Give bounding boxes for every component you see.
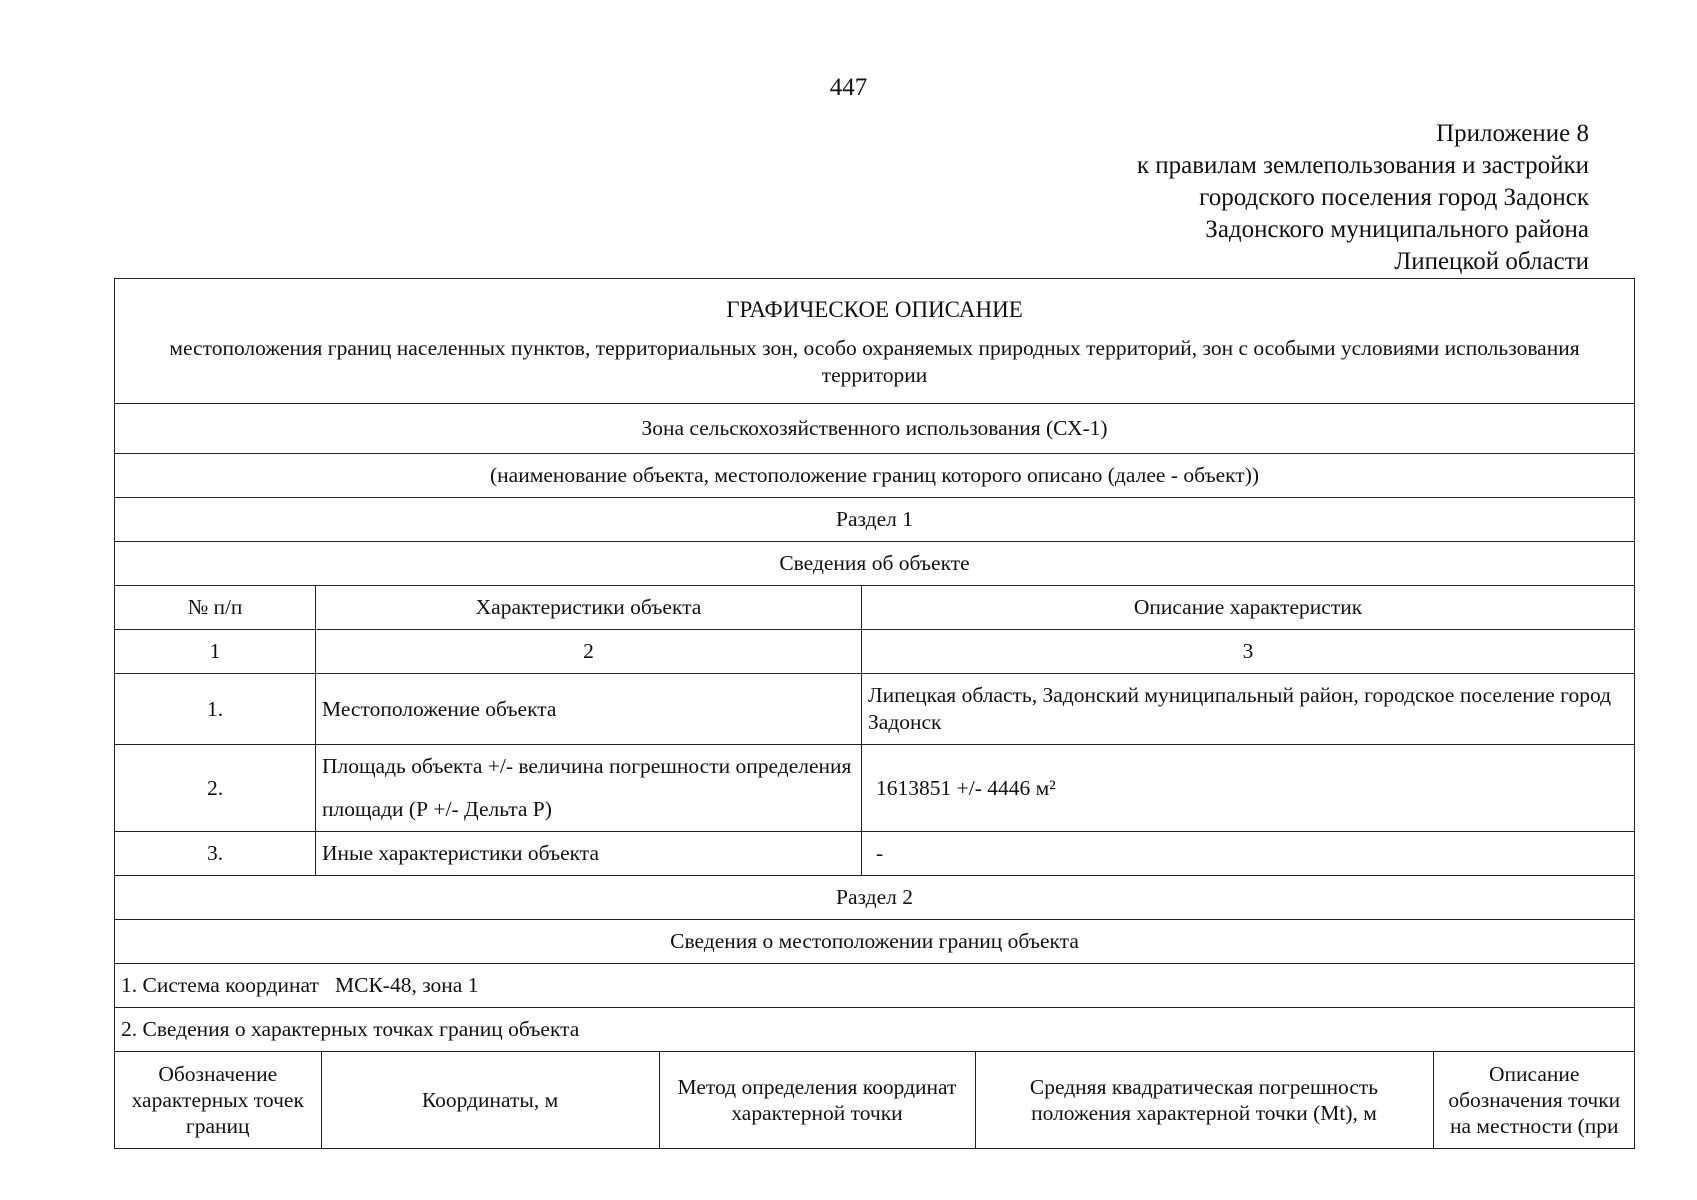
- section1-title: Раздел 1: [115, 498, 1635, 542]
- table-row: [115, 832, 1635, 876]
- appendix-line: Приложение 8: [1436, 120, 1589, 147]
- appendix-line: Липецкой области: [1394, 248, 1589, 275]
- points-header-table: [115, 1052, 1635, 1148]
- row-number: 3.: [115, 832, 316, 876]
- points-heading: 2. Сведения о характерных точках границ объекта: [115, 1008, 1635, 1052]
- column-header: Средняя квадратическая погрешность положения характерной точки (Mt), м: [975, 1052, 1433, 1148]
- row-description: Липецкая область, Задонский муниципальный район, городское поселение город Задонск: [862, 674, 1635, 745]
- row-characteristic: Иные характеристики объекта: [316, 832, 862, 876]
- appendix-line: городского поселения город Задонск: [1199, 184, 1589, 211]
- row-characteristic: Площадь объекта +/- величина погрешности определения площади (Р +/- Дельта Р): [316, 745, 862, 832]
- table-row: [115, 674, 1635, 745]
- column-number: 2: [316, 630, 862, 674]
- appendix-line: Задонского муниципального района: [1205, 216, 1589, 243]
- column-header: Метод определения координат характерной точки: [659, 1052, 975, 1148]
- column-number: 1: [115, 630, 316, 674]
- section1-header-row: [115, 586, 1635, 630]
- column-number-row: [115, 630, 1635, 674]
- section2-subtitle: Сведения о местоположении границ объекта: [115, 920, 1635, 964]
- object-name: Зона сельскохозяйственного использования (СХ-1): [115, 404, 1635, 454]
- object-name-caption: (наименование объекта, местоположение границ которого описано (далее - объект)): [115, 454, 1635, 498]
- graphic-description-table: [114, 278, 1635, 1149]
- document-heading: [115, 279, 1635, 404]
- appendix-line: к правилам землепользования и застройки: [1136, 152, 1589, 179]
- column-header: Описание обозначения точки на местности (при: [1448, 1062, 1621, 1138]
- points-table-header: [115, 1052, 1635, 1149]
- section1-subtitle: Сведения об объекте: [115, 542, 1635, 586]
- appendix-note: [1137, 118, 1589, 278]
- row-characteristic: Местоположение объекта: [316, 674, 862, 745]
- row-description: 1613851 +/- 4446 м²: [862, 745, 1635, 832]
- column-number: 3: [862, 630, 1635, 674]
- table-row: [115, 745, 1635, 832]
- column-header: Обозначение характерных точек границ: [115, 1052, 321, 1148]
- coordinate-system: 1. Система координат МСК-48, зона 1: [115, 964, 1635, 1008]
- row-number: 1.: [115, 674, 316, 745]
- column-header: № п/п: [115, 586, 316, 630]
- document-title: ГРАФИЧЕСКОЕ ОПИСАНИЕ: [726, 297, 1023, 322]
- column-header: Характеристики объекта: [316, 586, 862, 630]
- document-subtitle: местоположения границ населенных пунктов, территориальных зон, особо охраняемых природных территорий, зон с особыми условиями использования территории: [169, 336, 1580, 387]
- column-header: Координаты, м: [321, 1052, 659, 1148]
- page-number: 447: [829, 74, 868, 101]
- section2-title: Раздел 2: [115, 876, 1635, 920]
- row-description: -: [862, 832, 1635, 876]
- row-number: 2.: [115, 745, 316, 832]
- column-header: Описание характеристик: [862, 586, 1635, 630]
